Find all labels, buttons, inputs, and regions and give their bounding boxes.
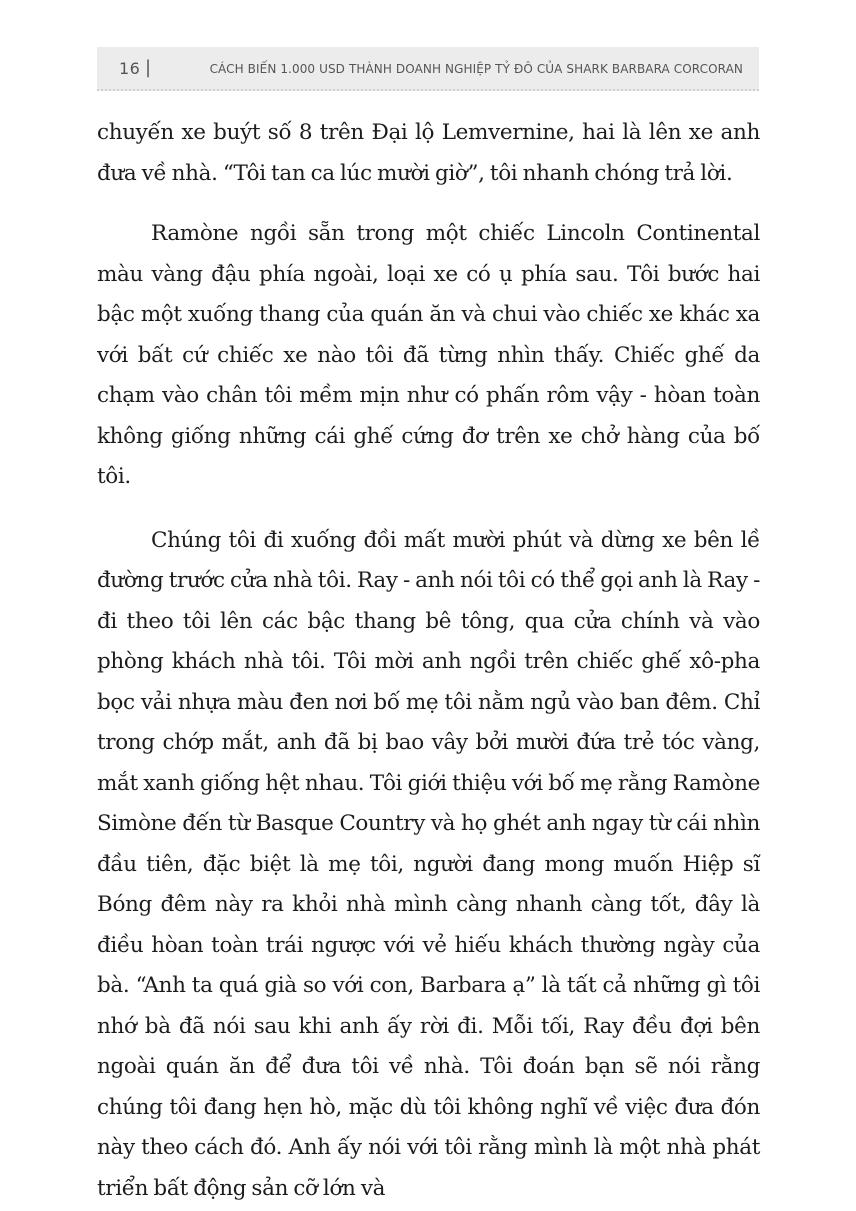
body-text [97, 113, 760, 1209]
paragraph-continued: chuyến xe buýt số 8 trên Đại lộ Lemvernine, hai là lên xe anh đưa về nhà. “Tôi tan ca lúc mười giờ”, tôi nhanh chóng trả lời. [97, 120, 760, 186]
paragraph: Ramòne ngồi sẵn trong một chiếc Lincoln Continental màu vàng đậu phía ngoài, loại xe có ụ phía sau. Tôi bước hai bậc một xuống thang của quán ăn và chui vào chiếc xe khác xa với bất cứ chiếc xe nào tôi đã từng nhìn thấy. Chiếc ghế da chạm vào chân tôi mềm mịn như có phấn rôm vậy - hòan toàn không giống những cái ghế cứng đơ trên xe chở hàng của bố tôi. [97, 221, 760, 489]
page-number: 16 [119, 59, 141, 78]
running-title: CÁCH BIẾN 1.000 USD THÀNH DOANH NGHIỆP TỶ ĐÔ CỦA SHARK BARBARA CORCORAN [209, 62, 743, 76]
paragraph: Chúng tôi đi xuống đồi mất mười phút và dừng xe bên lề đường trước cửa nhà tôi. Ray - anh nói tôi có thể gọi anh là Ray - đi theo tôi lên các bậc thang bê tông, qua cửa chính và vào phòng khách nhà tôi. Tôi mời anh ngồi trên chiếc ghế xô-pha bọc vải nhựa màu đen nơi bố mẹ tôi nằm ngủ vào ban đêm. Chỉ trong chớp mắt, anh đã bị bao vây bởi mười đứa trẻ tóc vàng, mắt xanh giống hệt nhau. Tôi giới thiệu với bố mẹ rằng Ramòne Simòne đến từ Basque Country và họ ghét anh ngay từ cái nhìn đầu tiên, đặc biệt là mẹ tôi, người đang mong muốn Hiệp sĩ Bóng đêm này ra khỏi nhà mình càng nhanh càng tốt, đây là điều hòan toàn trái ngược với vẻ hiếu khách thường ngày của bà. “Anh ta quá già so với con, Barbara ạ” là tất cả những gì tôi nhớ bà đã nói sau khi anh ấy rời đi. Mỗi tối, Ray đều đợi bên ngoài quán ăn để đưa tôi về nhà. Tôi đoán bạn sẽ nói rằng chúng tôi đang hẹn hò, mặc dù tôi không nghĩ về việc đưa đón này theo cách đó. Anh ấy nói với tôi rằng mình là một nhà phát triển bất động sản cỡ lớn và [97, 527, 760, 1201]
header-separator: | [145, 57, 152, 78]
running-header [97, 47, 759, 91]
